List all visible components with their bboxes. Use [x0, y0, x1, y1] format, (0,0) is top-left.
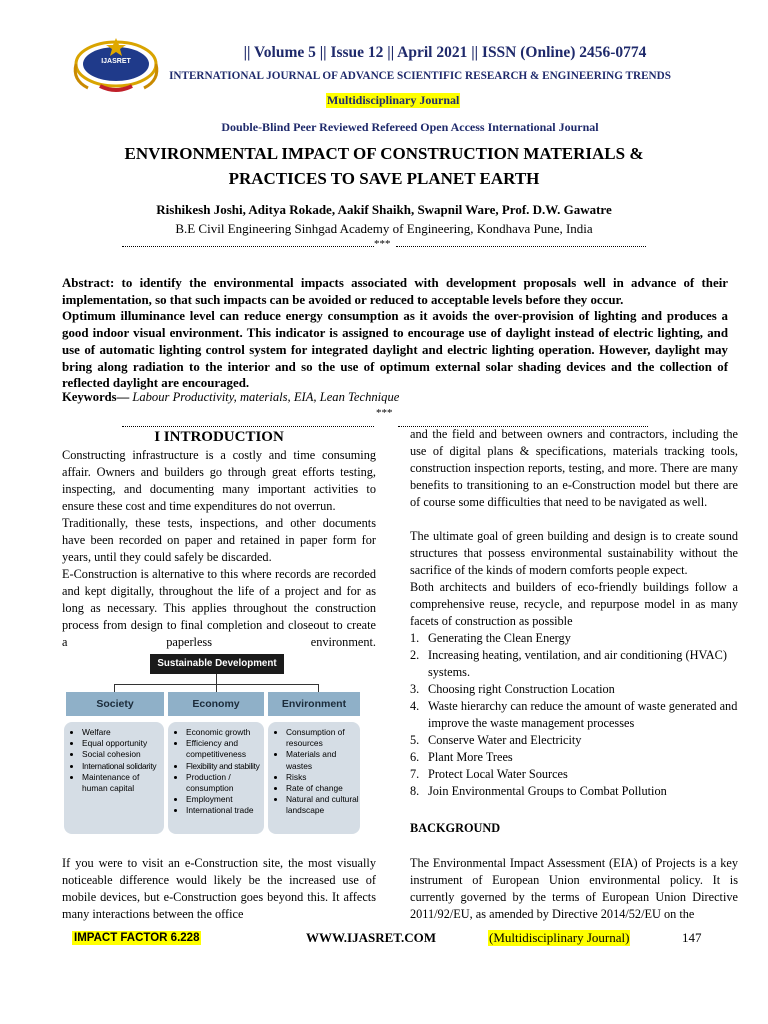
- diagram-item: • Natural and cultural landscape: [286, 794, 360, 816]
- affiliation: B.E Civil Engineering Sinhgad Academy of Engineering, Kondhava Pune, India: [175, 221, 593, 236]
- connector-line: [114, 684, 115, 692]
- diagram-item: • Employment: [186, 794, 264, 805]
- title-line-1: ENVIRONMENTAL IMPACT OF CONSTRUCTION MATERIALS &: [124, 144, 644, 163]
- sustainable-development-diagram: [64, 652, 360, 834]
- diagram-item: • International solidarity: [82, 761, 164, 772]
- impact-factor: IMPACT FACTOR 6.228: [74, 932, 200, 944]
- intro-paragraph: If you were to visit an e-Construction site, the most visually noticeable difference would likely be the increased use of mobile devices, but e-Construction goes beyond this. It affects many interactions between the office: [62, 856, 376, 921]
- diagram-head-economy: Economy: [168, 692, 264, 716]
- intro-text: [62, 447, 376, 651]
- journal-logo: [70, 34, 162, 96]
- diagram-box-environment: [268, 722, 360, 834]
- abstract: [62, 275, 728, 392]
- body-paragraph: The ultimate goal of green building and design is to create sound structures that possess environmental sustainability without the sacrifice of the kinds of modern comforts people expect.: [410, 529, 738, 577]
- dotted-divider: [122, 426, 374, 427]
- dotted-divider: [396, 246, 646, 247]
- diagram-item: • Social cohesion: [82, 749, 164, 760]
- section-heading-background: BACKGROUND: [410, 821, 501, 835]
- title-line-2: PRACTICES TO SAVE PLANET EARTH: [228, 169, 540, 188]
- diagram-head-society: Society: [66, 692, 164, 716]
- diagram-item: • Consumption of resources: [286, 727, 360, 749]
- diagram-item: • Rate of change: [286, 783, 360, 794]
- logo-text: IJASRET: [101, 58, 131, 65]
- separator-stars: ***: [376, 407, 393, 419]
- intro-paragraph: Constructing infrastructure is a costly and time consuming affair. Owners and builders go through great efforts testing, inspecting, and documenting many important activities to ensure these cost and time expenditures do not overrun.: [62, 448, 376, 513]
- footer-multidisciplinary: (Multidisciplinary Journal): [489, 930, 630, 945]
- diagram-item: • Efficiency and competitiveness: [186, 738, 264, 760]
- dotted-divider: [122, 246, 374, 247]
- list-item: 8. Join Environmental Groups to Combat Pollution: [410, 784, 667, 798]
- connector-line: [216, 674, 217, 684]
- list-item: 4. Waste hierarchy can reduce the amount of waste generated and improve the waste management processes: [410, 699, 738, 730]
- list-item: 7. Protect Local Water Sources: [410, 767, 568, 781]
- list-item: 2. Increasing heating, ventilation, and air conditioning (HVAC) systems.: [410, 648, 727, 679]
- diagram-item: • International trade: [186, 805, 264, 816]
- body-paragraph: and the field and between owners and contractors, including the use of digital plans & specifications, materials tracking tools, construction inspection reports, testing, and more. There are many benefits to transitioning to an e-Construction model but there are of course some difficulties that need to be navigated as well.: [410, 427, 738, 509]
- abstract-paragraph-2: Optimum illuminance level can reduce energy consumption as it avoids the over-provision of lighting and produces a good indoor visual environment. This indicator is assigned to encourage use of daylight instead of electric lighting, and use of automatic lighting control system for integrated daylight and electric lighting operation. However, daylight may bring along radiation to the interior and so the use of optimum external solar shading devices and the collection of reflected daylight are encouraged.: [62, 309, 728, 391]
- intro-paragraph: Traditionally, these tests, inspections, and other documents have been recorded on paper and retained in paper form for years, until they could safely be discarded.: [62, 516, 376, 564]
- list-item: 3. Choosing right Construction Location: [410, 682, 615, 696]
- connector-line: [216, 684, 217, 692]
- diagram-item: • Materials and wastes: [286, 749, 360, 771]
- paper-title: [40, 141, 728, 191]
- diagram-head-environment: Environment: [268, 692, 360, 716]
- diagram-item: • Maintenance of human capital: [82, 772, 164, 794]
- body-paragraph: The Environmental Impact Assessment (EIA) of Projects is a key instrument of European Union environmental policy. It is currently governed by the terms of European Union Directive 2011/92/EU, as amended by Directive 2014/52/EU on the: [410, 856, 738, 921]
- intro-continued: [62, 855, 376, 923]
- volume-line: || Volume 5 || Issue 12 || April 2021 || ISSN (Online) 2456-0774: [243, 44, 647, 61]
- keywords-text: Labour Productivity, materials, EIA, Lean Technique: [132, 390, 400, 404]
- keywords-label: Keywords—: [62, 390, 130, 404]
- peer-review-line: Double-Blind Peer Reviewed Refereed Open Access International Journal: [221, 120, 599, 134]
- right-column: [410, 426, 738, 800]
- background-text: [410, 855, 738, 923]
- practice-list: [410, 630, 738, 800]
- section-heading-introduction: I INTRODUCTION: [154, 429, 284, 445]
- diagram-item: • Equal opportunity: [82, 738, 164, 749]
- keywords: [62, 390, 728, 405]
- body-paragraph: Both architects and builders of eco-friendly buildings follow a comprehensive reuse, recycle, and repurpose model in as many facets of construction as possible: [410, 580, 738, 628]
- diagram-item: • Production / consumption: [186, 772, 264, 794]
- abstract-paragraph-1: Abstract: to identify the environmental impacts associated with development proposals well in advance of their implementation, so that such impacts can be avoided or reduced to acceptable levels before they occur.: [62, 276, 728, 307]
- diagram-item: • Economic growth: [186, 727, 264, 738]
- diagram-item: • Welfare: [82, 727, 164, 738]
- list-item: 5. Conserve Water and Electricity: [410, 733, 582, 747]
- authors: Rishikesh Joshi, Aditya Rokade, Aakif Shaikh, Swapnil Ware, Prof. D.W. Gawatre: [156, 202, 612, 217]
- diagram-item: • Risks: [286, 772, 360, 783]
- list-item: 1. Generating the Clean Energy: [410, 631, 571, 645]
- connector-line: [318, 684, 319, 692]
- list-item: 6. Plant More Trees: [410, 750, 513, 764]
- intro-paragraph: E-Construction is alternative to this where records are recorded and kept digitally, throughout the life of a project and for as long as necessary. This applies throughout the construction process from design to final completion and closeout to create a paperless environment.: [62, 567, 376, 649]
- multidisciplinary-label: Multidisciplinary Journal: [327, 93, 460, 107]
- diagram-title: Sustainable Development: [150, 654, 284, 674]
- diagram-item: • Flexibility and stability: [186, 761, 264, 772]
- journal-name: INTERNATIONAL JOURNAL OF ADVANCE SCIENTIFIC RESEARCH & ENGINEERING TRENDS: [169, 70, 671, 82]
- journal-url[interactable]: WWW.IJASRET.COM: [306, 930, 437, 945]
- diagram-box-society: [64, 722, 164, 834]
- diagram-box-economy: [168, 722, 264, 834]
- separator-stars: ***: [374, 238, 391, 250]
- page-number: 147: [682, 930, 702, 945]
